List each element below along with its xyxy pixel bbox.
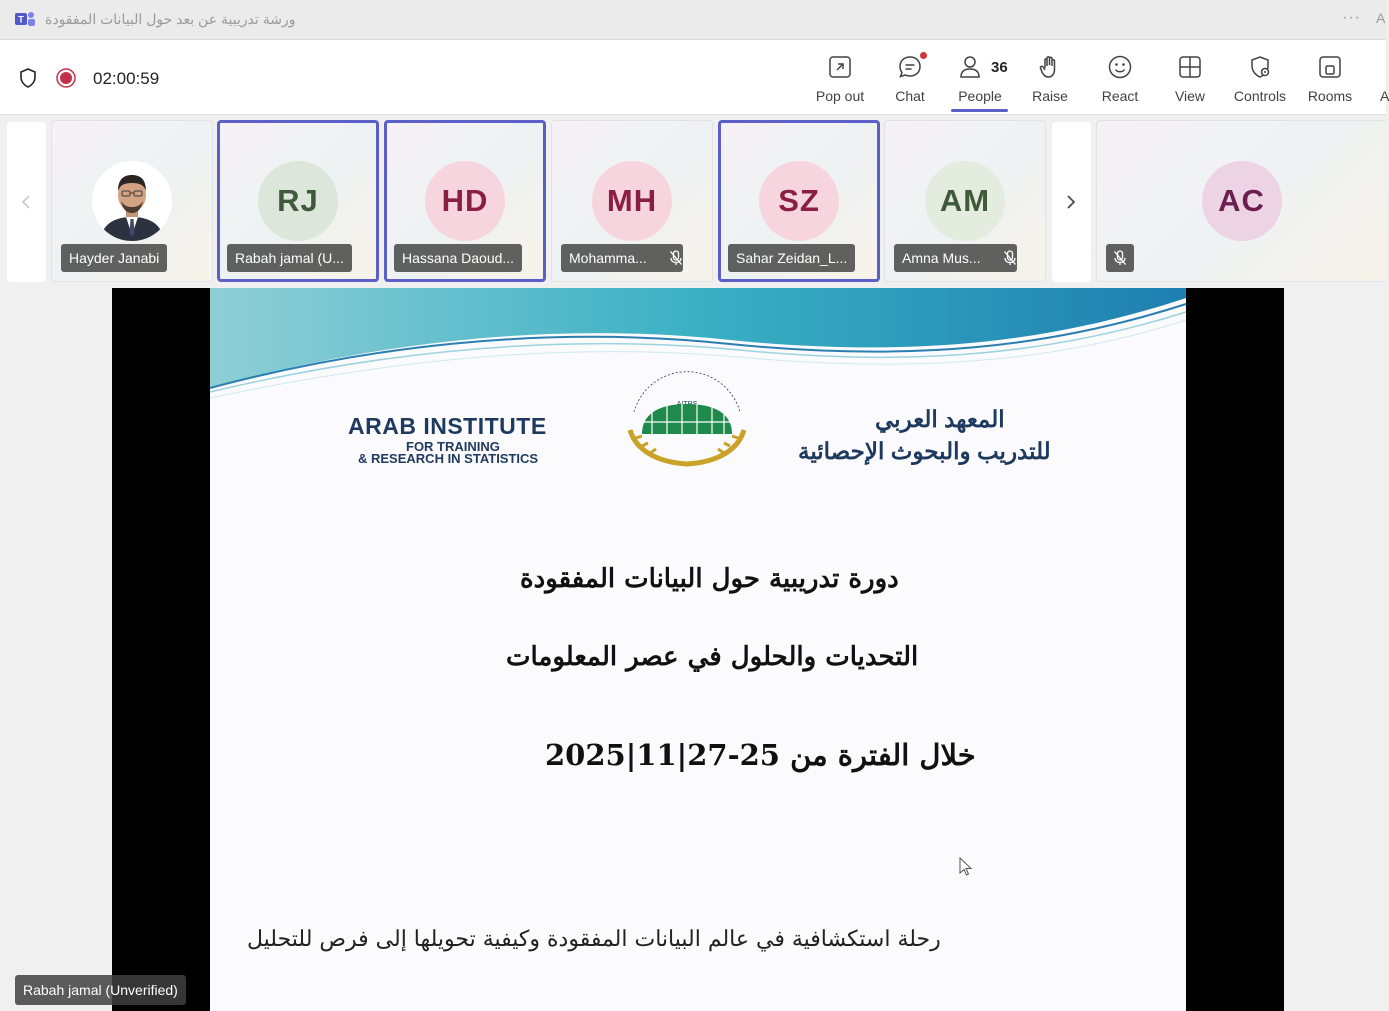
raise-hand-button[interactable] bbox=[1015, 40, 1085, 114]
participant-avatar: AC bbox=[1202, 161, 1282, 241]
strip-next-button[interactable] bbox=[1052, 122, 1091, 282]
institute-subtitle-ar: للتدريب والبحوث الإحصائية bbox=[798, 438, 1051, 464]
people-count: 36 bbox=[991, 59, 1008, 76]
meeting-timer: 02:00:59 bbox=[93, 69, 160, 88]
strip-prev-button[interactable] bbox=[7, 122, 46, 282]
slide-title: دورة تدريبية حول البيانات المفقودة bbox=[520, 564, 899, 594]
participant-name: Hayder Janabi bbox=[61, 244, 167, 272]
participant-name: Rabah jamal (U... bbox=[227, 244, 352, 272]
participant-avatar: SZ bbox=[759, 161, 839, 241]
window-title: ورشة تدريبية عن بعد حول البيانات المفقودة bbox=[45, 11, 296, 27]
participant-name: Mohamma... bbox=[561, 244, 683, 272]
mic-off-indicator bbox=[1106, 244, 1134, 272]
more-options-icon[interactable]: ··· bbox=[1342, 9, 1361, 26]
participant-name: Hassana Daoud... bbox=[394, 244, 522, 272]
people-button[interactable] bbox=[945, 40, 1015, 114]
institute-name-en: ARAB INSTITUTE bbox=[348, 413, 547, 439]
institute-emblem-logo bbox=[612, 372, 762, 472]
meeting-toolbar bbox=[0, 40, 1386, 115]
title-bar bbox=[0, 0, 1386, 40]
mic-off-icon bbox=[1113, 250, 1127, 266]
raise-hand-icon bbox=[1037, 54, 1063, 80]
participant-tile[interactable] bbox=[1096, 120, 1386, 282]
chat-icon bbox=[897, 54, 923, 80]
participant-strip bbox=[0, 115, 1386, 287]
participant-tile[interactable] bbox=[51, 120, 213, 282]
slide-subtitle: التحديات والحلول في عصر المعلومات bbox=[506, 642, 919, 672]
participant-avatar: MH bbox=[592, 161, 672, 241]
controls-icon bbox=[1247, 54, 1273, 80]
mic-off-icon bbox=[669, 250, 683, 266]
chevron-right-icon bbox=[1064, 194, 1078, 210]
recording-icon bbox=[56, 68, 76, 88]
rooms-label: Rooms bbox=[1307, 88, 1353, 104]
mic-off-icon bbox=[1003, 250, 1017, 266]
presenter-name: Rabah jamal (Unverified) bbox=[15, 975, 186, 1005]
people-icon bbox=[957, 54, 983, 80]
people-active-indicator bbox=[951, 109, 1008, 112]
participant-photo bbox=[92, 161, 172, 241]
chat-label: Chat bbox=[895, 88, 925, 104]
pop-out-icon bbox=[827, 54, 853, 80]
raise-label: Raise bbox=[1032, 88, 1068, 104]
react-icon bbox=[1107, 54, 1133, 80]
institute-subtitle-en-2: & RESEARCH IN STATISTICS bbox=[358, 451, 539, 466]
participant-tile[interactable] bbox=[718, 120, 880, 282]
teams-logo-icon bbox=[15, 11, 35, 28]
react-button[interactable] bbox=[1085, 40, 1155, 114]
title-truncated-label: A bbox=[1376, 10, 1386, 26]
chevron-left-icon bbox=[19, 194, 33, 210]
rooms-icon bbox=[1317, 54, 1343, 80]
view-label: View bbox=[1174, 88, 1206, 104]
controls-button[interactable] bbox=[1225, 40, 1295, 114]
controls-label: Controls bbox=[1233, 88, 1287, 104]
participant-name: Amna Mus... bbox=[894, 244, 1017, 272]
shield-icon[interactable] bbox=[18, 67, 38, 89]
pop-out-label: Pop out bbox=[815, 88, 865, 104]
mic-off-indicator bbox=[996, 244, 1024, 272]
participant-avatar: AM bbox=[925, 161, 1005, 241]
people-label: People bbox=[958, 88, 1002, 104]
institute-subtitle-en-1: FOR TRAINING bbox=[406, 439, 500, 454]
participant-tile[interactable] bbox=[884, 120, 1046, 282]
view-button[interactable] bbox=[1155, 40, 1225, 114]
participant-name: Sahar Zeidan_L... bbox=[728, 244, 855, 272]
slide-tagline: رحلة استكشافية في عالم البيانات المفقودة وكيفية تحويلها إلى فرص للتحليل bbox=[247, 927, 941, 952]
slide-date: خلال الفترة من 25-27|11|2025 bbox=[545, 738, 976, 772]
mic-off-indicator bbox=[662, 244, 690, 272]
participant-tile[interactable] bbox=[384, 120, 546, 282]
toolbar-truncated-label: A bbox=[1380, 88, 1389, 104]
mouse-cursor-icon bbox=[958, 857, 974, 877]
participant-tile[interactable] bbox=[217, 120, 379, 282]
participant-tile[interactable] bbox=[551, 120, 713, 282]
institute-name-ar: المعهد العربي bbox=[875, 406, 1005, 432]
view-grid-icon bbox=[1177, 54, 1203, 80]
rooms-button[interactable] bbox=[1295, 40, 1365, 114]
svg-text:T: T bbox=[18, 14, 24, 25]
presentation-slide bbox=[210, 288, 1186, 1011]
participant-avatar: HD bbox=[425, 161, 505, 241]
chat-button[interactable] bbox=[875, 40, 945, 114]
pop-out-button[interactable] bbox=[805, 40, 875, 114]
chat-unread-badge bbox=[920, 52, 927, 59]
react-label: React bbox=[1101, 88, 1139, 104]
participant-avatar: RJ bbox=[258, 161, 338, 241]
